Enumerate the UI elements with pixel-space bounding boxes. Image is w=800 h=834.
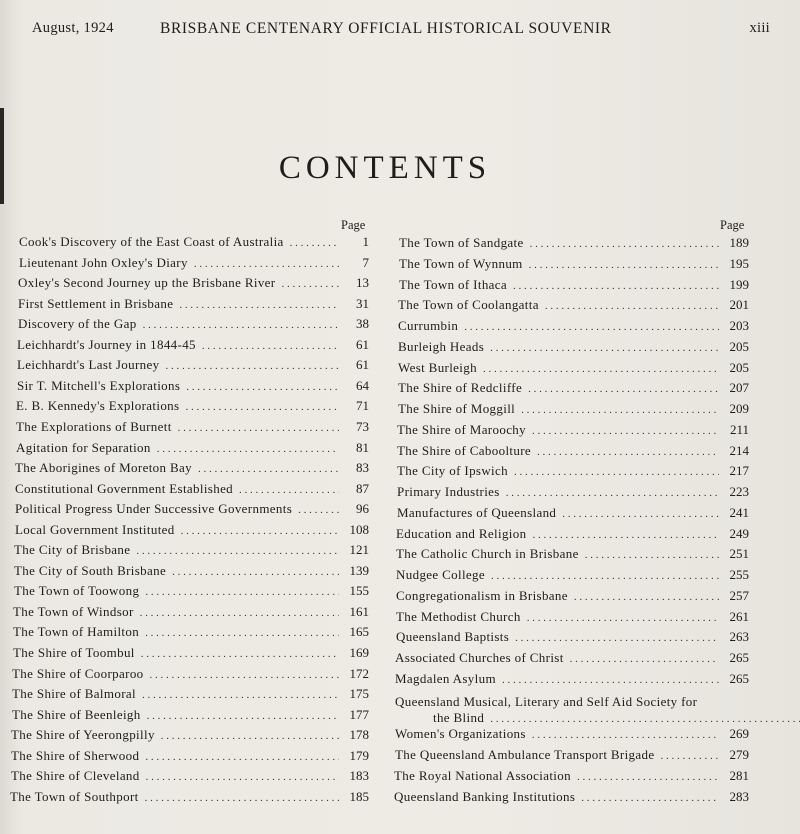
- toc-entry-title: Oxley's Second Journey up the Brisbane River: [18, 275, 276, 291]
- running-head-date: August, 1924: [32, 20, 114, 36]
- toc-entry-title: The Town of Hamilton: [13, 624, 140, 640]
- toc-entry-title: Sir T. Mitchell's Explorations: [17, 377, 181, 393]
- dot-leader: [581, 792, 719, 804]
- toc-entry: [15, 481, 369, 499]
- toc-entry-title: The Shire of Beenleigh: [12, 706, 141, 722]
- dot-leader: [202, 340, 339, 352]
- toc-entry: [11, 768, 369, 786]
- toc-entry-page: 96: [356, 501, 369, 517]
- toc-entry-title: Magdalen Asylum: [395, 670, 496, 686]
- toc-entry-title: The Shire of Maroochy: [397, 421, 527, 437]
- dot-leader: [562, 508, 719, 520]
- toc-entry: [16, 398, 369, 416]
- toc-entry-page: 257: [729, 587, 749, 603]
- dot-leader: [532, 529, 719, 541]
- toc-entry: [395, 726, 749, 744]
- toc-entry-title: The Town of Southport: [10, 788, 139, 804]
- toc-entry-title: The Town of Toowong: [14, 583, 140, 599]
- toc-entry-title: The Royal National Association: [394, 767, 571, 783]
- dot-leader: [537, 446, 719, 458]
- dot-leader: [530, 238, 719, 250]
- toc-entry-title: The Catholic Church in Brisbane: [396, 546, 579, 562]
- toc-entry-page: 161: [349, 603, 369, 619]
- toc-entry-page: 281: [729, 767, 749, 783]
- dot-leader: [166, 360, 340, 372]
- toc-entry-title-continued: the Blind: [433, 709, 485, 725]
- toc-entry: [397, 463, 749, 481]
- toc-entry: [18, 316, 369, 334]
- toc-entry-page: 255: [729, 567, 749, 582]
- dot-leader: [528, 383, 719, 395]
- toc-entry-page: 155: [349, 583, 369, 599]
- toc-entry: [14, 563, 369, 581]
- toc-entry-page: 7: [362, 254, 369, 270]
- toc-entry-title: Manufactures of Queensland: [397, 504, 557, 520]
- toc-entry: [15, 501, 369, 519]
- toc-entry-title: The Town of Sandgate: [399, 235, 524, 250]
- toc-entry-page: 214: [729, 442, 749, 458]
- toc-entry: [16, 419, 369, 437]
- dot-leader: [577, 771, 719, 783]
- dot-leader: [145, 586, 339, 598]
- toc-entry-title: Agitation for Separation: [16, 439, 151, 455]
- toc-entry: [396, 588, 749, 606]
- toc-entry-page: 177: [349, 706, 369, 722]
- toc-entry-title: Queensland Banking Institutions: [394, 788, 576, 804]
- toc-entry: [17, 337, 369, 355]
- dot-leader: [147, 710, 339, 722]
- toc-entry-title: Nudgee College: [396, 567, 486, 582]
- toc-entry-page: 13: [356, 275, 369, 291]
- toc-entry-title: Discovery of the Gap: [18, 316, 137, 332]
- toc-entry-page: 283: [729, 788, 749, 804]
- toc-entry: [15, 460, 369, 478]
- toc-entry-title: West Burleigh: [398, 359, 477, 375]
- dot-leader: [198, 463, 339, 475]
- toc-entry-page: 251: [729, 546, 749, 562]
- dot-leader: [515, 632, 719, 644]
- toc-entry: [13, 604, 369, 622]
- toc-entry-title: Local Government Instituted: [15, 521, 175, 537]
- toc-entry-title: Women's Organizations: [395, 726, 526, 742]
- toc-entry: [395, 671, 749, 689]
- toc-entry: [11, 727, 369, 745]
- dot-leader: [146, 771, 339, 783]
- dot-leader: [490, 342, 719, 354]
- toc-entry: [10, 789, 369, 807]
- toc-entry-page: 195: [729, 255, 749, 271]
- toc-entry-title: The Methodist Church: [396, 608, 521, 624]
- toc-entry: [18, 275, 369, 293]
- toc-entry-title: The Queensland Ambulance Transport Brigade: [395, 747, 655, 762]
- toc-entry-page: 209: [729, 401, 749, 416]
- toc-entry-page: 31: [356, 295, 369, 311]
- toc-entry: [397, 484, 749, 502]
- dot-leader: [506, 487, 719, 499]
- toc-entry-title: E. B. Kennedy's Explorations: [16, 398, 180, 414]
- toc-entry-title: The Shire of Yeerongpilly: [11, 727, 155, 743]
- dot-leader: [194, 258, 339, 270]
- dot-leader: [464, 321, 719, 333]
- dot-leader: [585, 549, 719, 561]
- toc-entry-title: The Shire of Moggill: [398, 401, 516, 416]
- dot-leader: [141, 648, 339, 660]
- toc-entry-title: Congregationalism in Brisbane: [396, 587, 568, 603]
- toc-entry-page: 1: [362, 234, 369, 249]
- toc-entry-title: The Town of Windsor: [13, 603, 134, 619]
- toc-entry-title: The Explorations of Burnett: [16, 418, 172, 434]
- toc-entry-title: Queensland Musical, Literary and Self Aid Society for: [395, 693, 698, 709]
- toc-entry: [395, 650, 749, 668]
- toc-entry-title: The Shire of Balmoral: [12, 686, 136, 702]
- toc-entry-page: 64: [356, 377, 369, 393]
- toc-entry: [399, 277, 749, 295]
- toc-entry-title: The Shire of Redcliffe: [398, 380, 523, 396]
- dot-leader: [145, 751, 339, 763]
- toc-entry-title: The Aborigines of Moreton Bay: [15, 460, 192, 476]
- toc-entry: [14, 542, 369, 560]
- dot-leader: [179, 299, 339, 311]
- toc-entry-page: 265: [729, 650, 749, 665]
- toc-entry-page: 205: [729, 338, 749, 354]
- toc-entry-page: 263: [729, 629, 749, 645]
- dot-leader: [172, 566, 339, 578]
- toc-entry-title: Primary Industries: [397, 484, 500, 499]
- toc-entry-title: Education and Religion: [396, 525, 527, 541]
- dot-leader: [545, 300, 719, 312]
- toc-entry-page: 139: [349, 562, 369, 578]
- toc-entry-title: Burleigh Heads: [398, 338, 485, 354]
- toc-entry-title: Leichhardt's Last Journey: [17, 357, 160, 373]
- toc-entry-page: 211: [729, 421, 749, 437]
- toc-entry-page: 217: [729, 463, 749, 479]
- toc-entry: [12, 666, 369, 684]
- toc-entry-title: The Shire of Caboolture: [397, 442, 532, 458]
- toc-entry: [398, 297, 749, 315]
- running-head-page-number: xiii: [749, 20, 770, 36]
- toc-entry-page: 241: [729, 504, 749, 520]
- toc-entry-page: 108: [349, 521, 369, 537]
- toc-entry-page: 175: [349, 686, 369, 702]
- toc-entry-title: The Town of Coolangatta: [398, 297, 539, 313]
- toc-entry-page: 73: [356, 418, 369, 434]
- right-page-column-label: Page: [720, 218, 745, 232]
- dot-leader: [145, 627, 339, 639]
- toc-entry-title: The City of Ipswich: [397, 463, 508, 479]
- dot-leader: [142, 689, 339, 701]
- toc-entry-title: Cook's Discovery of the East Coast of Australia: [19, 234, 284, 249]
- running-head-title: BRISBANE CENTENARY OFFICIAL HISTORICAL SOUVENIR: [160, 20, 612, 37]
- toc-entry: [398, 318, 749, 336]
- toc-entry-title: Queensland Baptists: [396, 629, 510, 645]
- toc-entry-title: The Shire of Toombul: [13, 645, 135, 660]
- toc-entry: [17, 357, 369, 375]
- toc-entry-page: 38: [356, 316, 369, 332]
- toc-entry-title: Currumbin: [398, 318, 459, 333]
- toc-entry-page: 261: [729, 608, 749, 624]
- toc-entry: [397, 443, 749, 461]
- toc-entry: [394, 789, 749, 807]
- dot-leader: [181, 525, 339, 537]
- dot-leader: [529, 259, 719, 271]
- toc-entry-page: 185: [349, 788, 369, 804]
- dot-leader: [490, 713, 800, 725]
- dot-leader: [570, 653, 719, 665]
- toc-entry: [395, 692, 749, 726]
- dot-leader: [145, 792, 339, 804]
- toc-entry-page: 61: [356, 357, 369, 373]
- toc-entry-page: 183: [349, 768, 369, 784]
- toc-entry: [394, 768, 749, 786]
- toc-entry: [13, 624, 369, 642]
- toc-entry-title: Leichhardt's Journey in 1844-45: [17, 336, 196, 352]
- dot-leader: [161, 730, 339, 742]
- toc-entry: [399, 235, 749, 253]
- toc-entry-page: 207: [729, 380, 749, 396]
- toc-entry-page: 179: [349, 747, 369, 763]
- dot-leader: [290, 237, 339, 249]
- toc-entry: [396, 567, 749, 585]
- toc-entry-title: Political Progress Under Successive Governments: [15, 501, 293, 517]
- toc-entry: [396, 546, 749, 564]
- toc-entry-page: 61: [356, 336, 369, 352]
- dot-leader: [483, 363, 719, 375]
- toc-entry-page: 203: [729, 318, 749, 333]
- dot-leader: [574, 591, 719, 603]
- toc-entry-page: 269: [729, 726, 749, 742]
- dot-leader: [491, 570, 719, 582]
- toc-entry-page: 87: [356, 480, 369, 496]
- toc-entry-title: Constitutional Government Established: [15, 480, 234, 496]
- toc-entry: [15, 522, 369, 540]
- toc-entry: [398, 380, 749, 398]
- toc-entry: [399, 256, 749, 274]
- left-page-column-label: Page: [341, 218, 366, 232]
- toc-entry: [397, 422, 749, 440]
- toc-entry-page: 81: [356, 439, 369, 455]
- running-head: [32, 20, 770, 42]
- toc-entry: [395, 747, 749, 765]
- dot-leader: [660, 750, 719, 762]
- toc-entry: [16, 440, 369, 458]
- toc-entry: [396, 629, 749, 647]
- toc-entry: [19, 234, 369, 252]
- toc-entry-title: First Settlement in Brisbane: [18, 295, 174, 311]
- toc-entry-page: 265: [729, 670, 749, 686]
- toc-entry: [12, 707, 369, 725]
- toc-entry-page: 249: [729, 525, 749, 541]
- toc-entry-title: The Shire of Sherwood: [11, 747, 140, 763]
- dot-leader: [298, 504, 339, 516]
- toc-entry-title: The City of Brisbane: [14, 542, 131, 558]
- toc-entry: [19, 255, 369, 273]
- dot-leader: [178, 422, 339, 434]
- toc-entry-title: The Shire of Cleveland: [11, 768, 140, 784]
- dot-leader: [527, 612, 719, 624]
- dot-leader: [157, 443, 339, 455]
- dot-leader: [514, 466, 719, 478]
- toc-entry-page: 178: [349, 727, 369, 743]
- toc-entry: [398, 360, 749, 378]
- dot-leader: [136, 545, 339, 557]
- toc-entry-page: 121: [349, 542, 369, 558]
- toc-entry-page: 165: [349, 624, 369, 640]
- toc-entry-page: 279: [729, 747, 749, 762]
- toc-entry-page: 199: [729, 276, 749, 292]
- toc-entry-title: The Shire of Coorparoo: [12, 665, 144, 681]
- toc-entry: [17, 378, 369, 396]
- toc-entry: [11, 748, 369, 766]
- dot-leader: [143, 319, 339, 331]
- contents-heading: CONTENTS: [278, 150, 492, 186]
- dot-leader: [521, 404, 719, 416]
- toc-entry: [398, 401, 749, 419]
- toc-entry: [13, 645, 369, 663]
- toc-entry-page: 201: [729, 297, 749, 313]
- toc-entry-title: The Town of Ithaca: [399, 276, 508, 292]
- toc-entry-page: 223: [729, 484, 749, 499]
- toc-entry: [396, 609, 749, 627]
- toc-entry-page: 172: [349, 665, 369, 681]
- toc-entry-page: 71: [356, 398, 369, 414]
- dot-leader: [532, 729, 719, 741]
- toc-entry-title: Lieutenant John Oxley's Diary: [19, 254, 188, 270]
- dot-leader: [186, 381, 339, 393]
- toc-entry: [14, 583, 369, 601]
- toc-entry-title: Associated Churches of Christ: [395, 650, 564, 665]
- toc-entry-page: 189: [729, 235, 749, 250]
- dot-leader: [239, 484, 339, 496]
- dot-leader: [140, 607, 339, 619]
- toc-entry-title: The Town of Wynnum: [399, 255, 523, 271]
- toc-entry: [396, 526, 749, 544]
- toc-entry: [398, 339, 749, 357]
- toc-entry-page: 83: [356, 460, 369, 476]
- dot-leader: [532, 425, 719, 437]
- dot-leader: [150, 669, 339, 681]
- toc-entry: [12, 686, 369, 704]
- dot-leader: [281, 278, 339, 290]
- dot-leader: [513, 280, 719, 292]
- toc-entry: [397, 505, 749, 523]
- dot-leader: [502, 674, 719, 686]
- toc-entry-page: 205: [729, 359, 749, 375]
- toc-entry-page: 169: [349, 645, 369, 660]
- toc-entry-title: The City of South Brisbane: [14, 562, 167, 578]
- dot-leader: [185, 401, 339, 413]
- toc-entry: [18, 296, 369, 314]
